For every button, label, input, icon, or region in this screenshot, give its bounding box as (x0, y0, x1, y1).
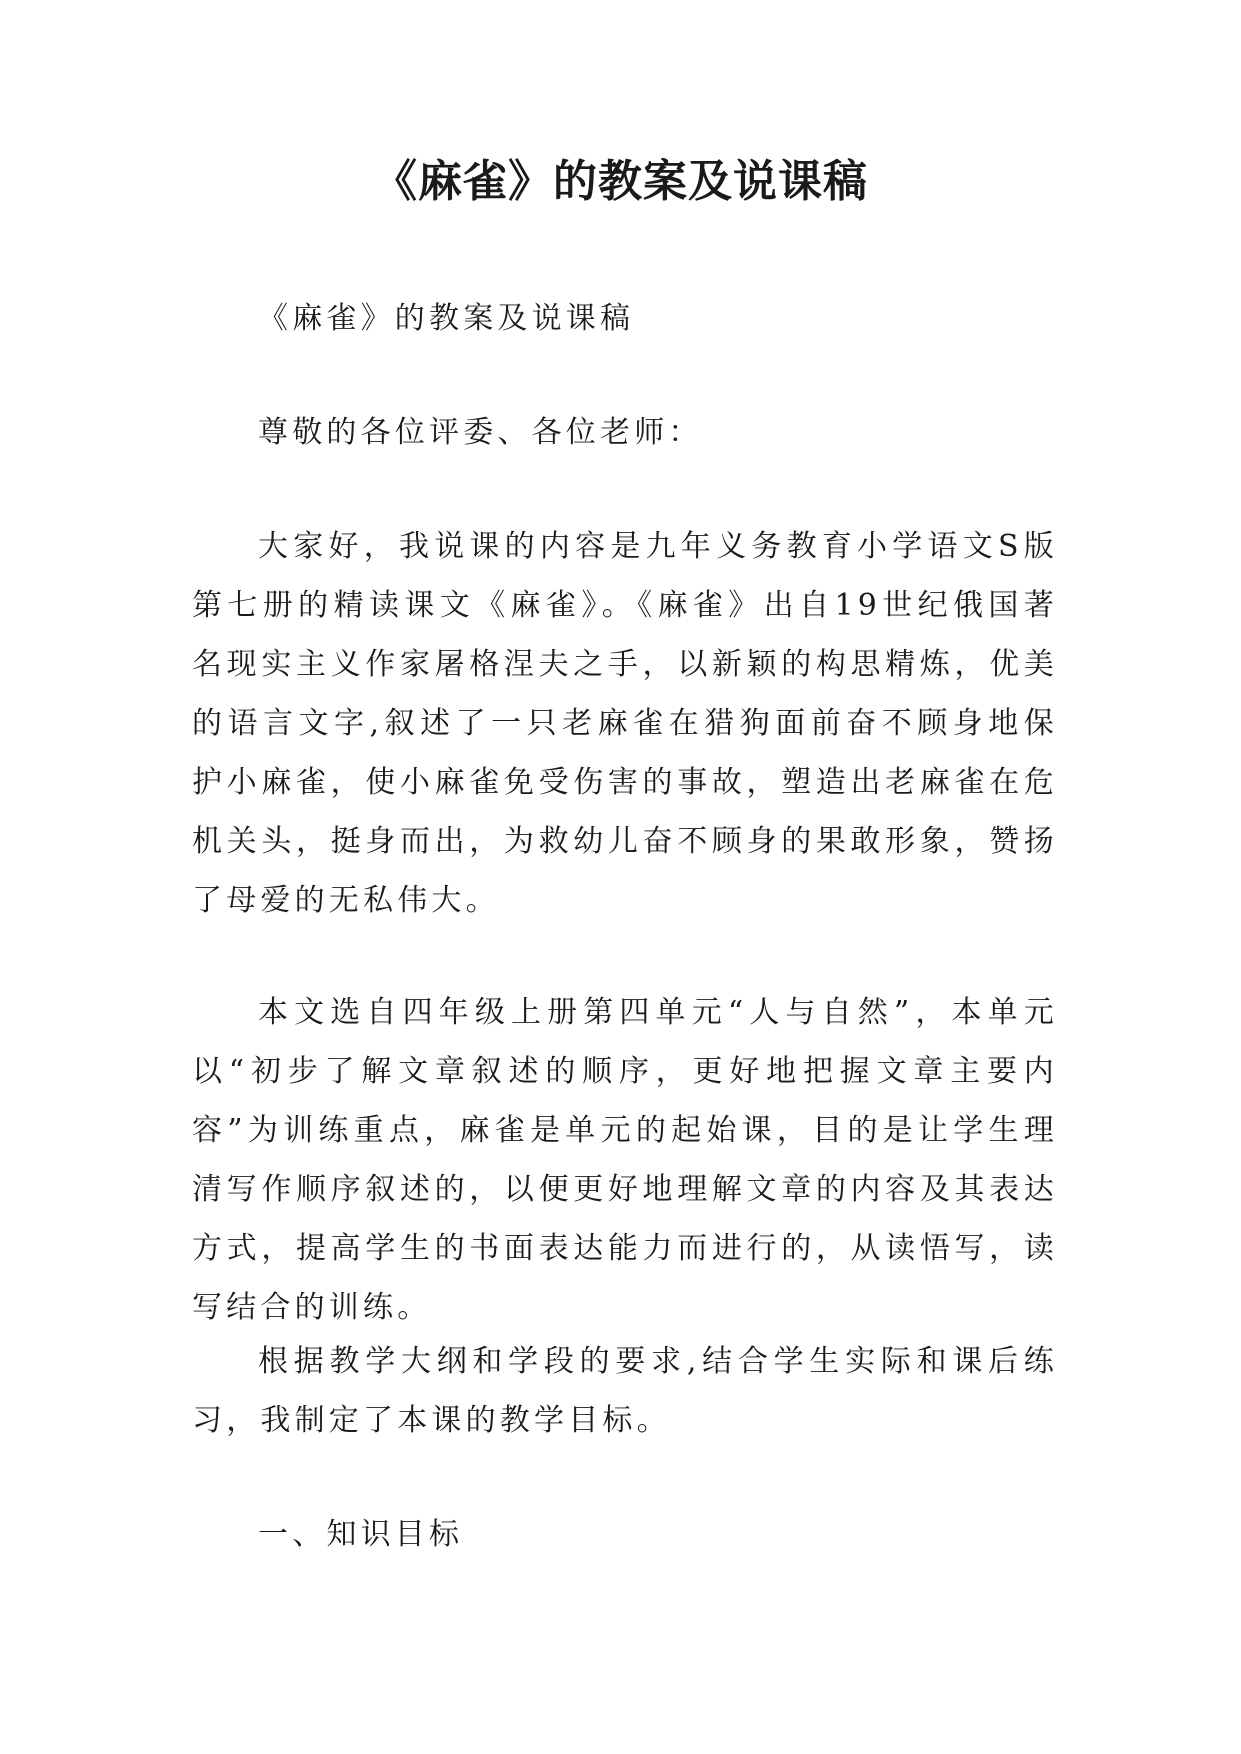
unit-paragraph: 本文选自四年级上册第四单元“人与自然”，本单元以“初步了解文章叙述的顺序，更好地把握文章主要内容”为训练重点，麻雀是单元的起始课，目的是让学生理清写作顺序叙述的，以便更好地理解文章的内容及其表达方式，提高学生的书面表达能力而进行的，从读悟写，读写结合的训练。 (192, 995, 1058, 1325)
subtitle-paragraph: 《麻雀》的教案及说课稿 (258, 301, 635, 336)
section-heading: 一、知识目标 (258, 1517, 464, 1552)
intro-paragraph: 大家好，我说课的内容是九年义务教育小学语文S版第七册的精读课文《麻雀》。《麻雀》出自19世纪俄国著名现实主义作家屠格涅夫之手，以新颖的构思精炼，优美的语言文字,叙述了一只老麻雀在猎狗面前奋不顾身地保护小麻雀，使小麻雀免受伤害的事故，塑造出老麻雀在危机关头，挺身而出，为救幼儿奋不顾身的果敢形象，赞扬了母爱的无私伟大。 (192, 529, 1058, 918)
goals-paragraph: 根据教学大纲和学段的要求,结合学生实际和课后练习，我制定了本课的教学目标。 (192, 1344, 1058, 1438)
document-title: 《麻雀》的教案及说课稿 (373, 156, 868, 207)
greeting-paragraph: 尊敬的各位评委、各位老师： (258, 415, 703, 450)
